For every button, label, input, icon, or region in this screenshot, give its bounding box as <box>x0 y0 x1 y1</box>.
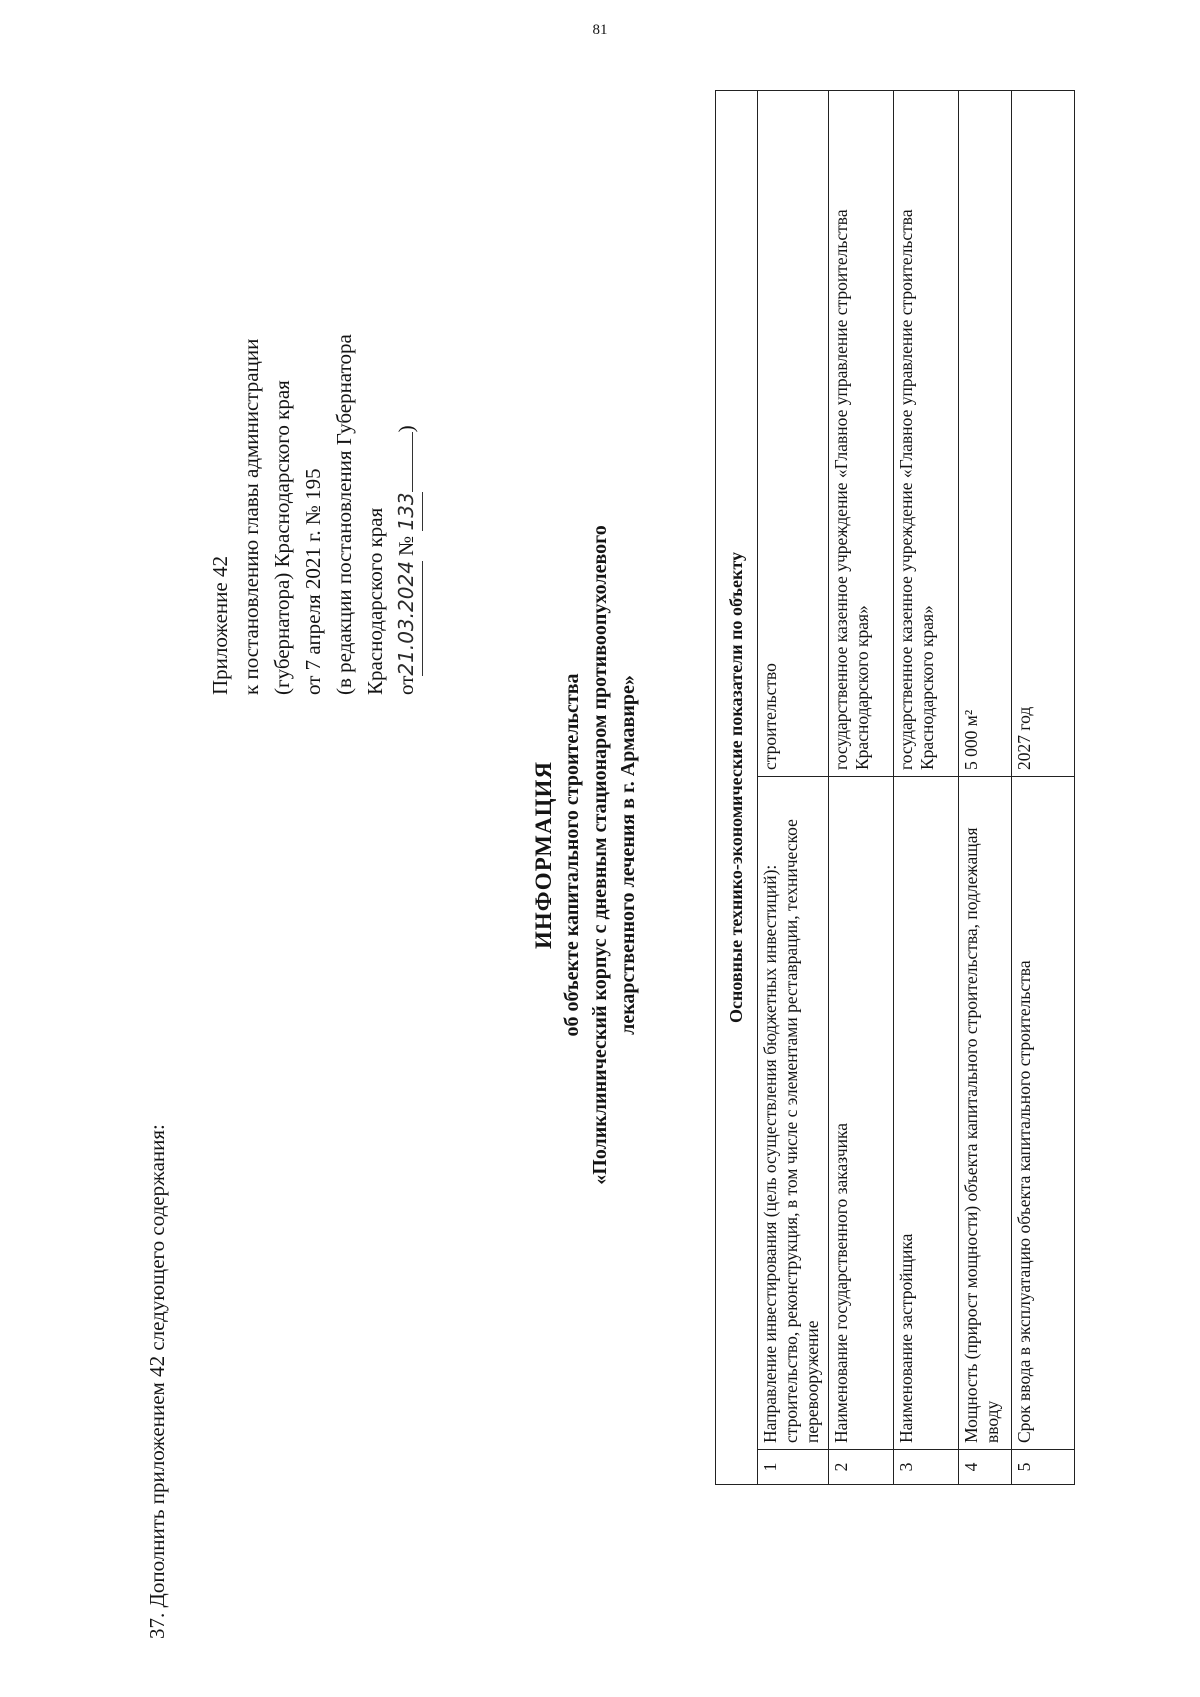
heading-object-name: лекарственного лечения в г. Армавире» <box>617 675 639 1035</box>
close-paren: ) <box>394 425 418 433</box>
rotated-page-content <box>60 45 1140 1665</box>
handwritten-date: 21.03.2024 <box>391 561 423 676</box>
row-value: государственное казенное учреждение «Главное управление строительства Краснодарского края» <box>829 91 894 777</box>
row-label: Мощность (прирост мощности) объекта капитального строительства, подлежащая вводу <box>959 777 1012 1450</box>
appendix-line: от 7 апреля 2021 г. № 195 <box>301 468 325 695</box>
row-number: 3 <box>894 1450 959 1485</box>
number-sign: № <box>394 535 418 556</box>
row-value: государственное казенное учреждение «Главное управление строительства Краснодарского края» <box>894 91 959 777</box>
row-label: Наименование застройщика <box>894 777 959 1450</box>
row-number: 1 <box>758 1450 829 1485</box>
indicators-table <box>715 90 1075 1485</box>
row-value: 2027 год <box>1012 91 1075 777</box>
row-label: Направление инвестирования (цель осуществления бюджетных инвестиций): строительство, реконструкция, в том числе с элементами реставрации, техническое перевооружение <box>758 777 829 1450</box>
page-number: 81 <box>592 22 608 38</box>
row-number: 5 <box>1012 1450 1075 1485</box>
appendix-line: Краснодарского края <box>363 507 387 695</box>
row-number: 2 <box>829 1450 894 1485</box>
row-label: Наименование государственного заказчика <box>829 777 894 1450</box>
appendix-date-line <box>391 334 423 695</box>
appendix-line: Приложение 42 <box>208 556 232 695</box>
appendix-line: (в редакции постановления Губернатора <box>332 334 356 695</box>
appendix-line: к постановлению главы администрации <box>239 338 263 695</box>
heading-title: ИНФОРМАЦИЯ <box>531 760 556 950</box>
heading-subtitle: об объекте капитального строительства <box>561 673 583 1037</box>
table-row <box>829 91 894 1485</box>
table-header-row <box>716 91 758 1485</box>
table-row <box>959 91 1012 1485</box>
row-value: строительство <box>758 91 829 777</box>
intro-paragraph: 37. Дополнить приложением 42 следующего содержания: <box>145 1124 169 1639</box>
table-row <box>758 91 829 1485</box>
heading-object-name: «Поликлинический корпус с дневным стационаром противоопухолевого <box>589 525 611 1185</box>
blank-underline <box>412 432 413 492</box>
row-label: Срок ввода в эксплуатацию объекта капитального строительства <box>1012 777 1075 1450</box>
table-row <box>1012 91 1075 1485</box>
table-header: Основные технико-экономические показатели по объекту <box>716 91 758 1485</box>
appendix-line: (губернатора) Краснодарского края <box>270 380 294 695</box>
table-row <box>894 91 959 1485</box>
document-heading <box>530 295 642 1415</box>
from-prefix: от <box>394 675 418 695</box>
row-number: 4 <box>959 1450 1012 1485</box>
row-value: 5 000 м² <box>959 91 1012 777</box>
handwritten-number: 133 <box>391 492 423 530</box>
appendix-block <box>205 334 423 695</box>
